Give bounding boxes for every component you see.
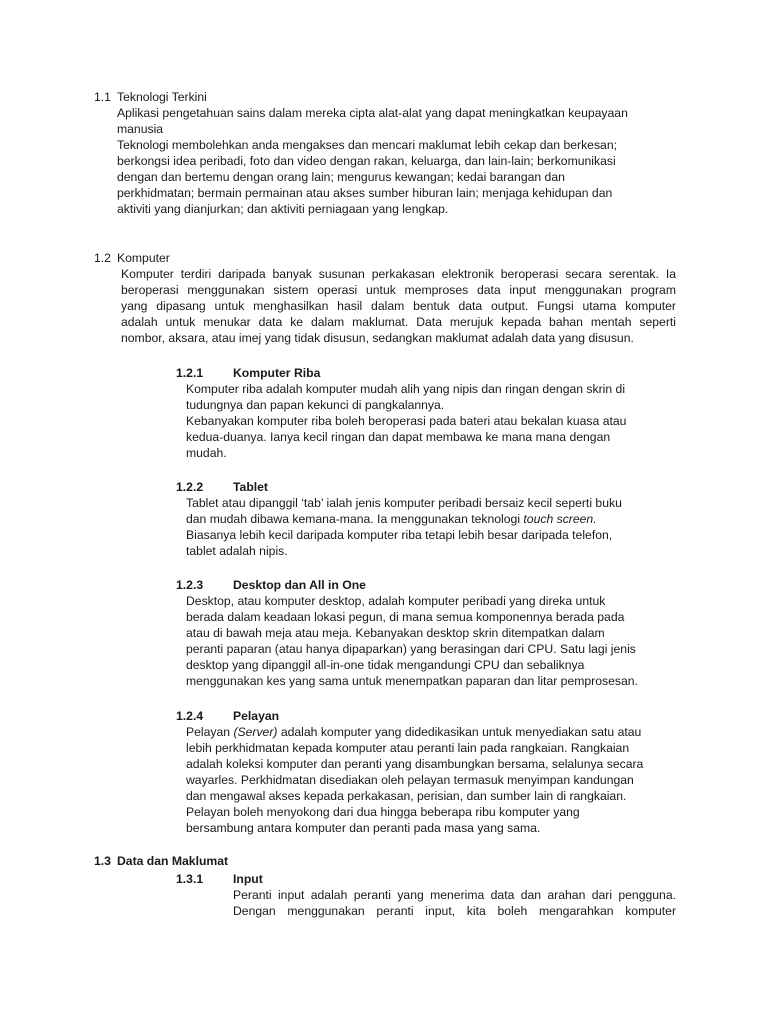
text-run: adalah komputer yang didedikasikan untuk menyediakan satu atau (277, 725, 642, 739)
subsection-number: 1.3.1 (176, 872, 204, 886)
text-run: dan mudah dibawa kemana-mana. Ia menggunakan teknologi (186, 512, 524, 526)
paragraph-line: menggunakan kes yang sama untuk menempatkan paparan dan litar pemprosesan. (186, 674, 638, 688)
paragraph-line: desktop yang dipanggil all-in-one tidak mengandungi CPU dan sebaliknya (186, 658, 585, 672)
text-run: Pelayan (186, 725, 234, 739)
subsection-title: Pelayan (233, 709, 280, 723)
paragraph-line: manusia (117, 122, 164, 136)
paragraph-line (186, 511, 597, 527)
subsection-number: 1.2.4 (176, 709, 204, 723)
paragraph-line: nombor, aksara, atau imej yang tidak disusun, sedangkan maklumat adalah data yang disusun. (121, 331, 634, 345)
paragraph-line: atau di bawah meja atau meja. Kebanyakan desktop skrin ditempatkan dalam (186, 626, 605, 640)
subsection-title: Desktop dan All in One (233, 578, 366, 592)
section-title: Teknologi Terkini (117, 90, 207, 104)
italic-term: (Server) (233, 725, 278, 739)
paragraph-line: Peranti input adalah peranti yang menerima data dan arahan dari pengguna. (233, 888, 676, 902)
paragraph-line: Komputer terdiri daripada banyak susunan perkakasan elektronik beroperasi secara serentak. Ia (121, 267, 676, 281)
paragraph-line: Teknologi membolehkan anda mengakses dan mencari maklumat lebih cekap dan berkesan; (117, 138, 617, 152)
paragraph-line: berada dalam keadaan lokasi pegun, di mana semua komponennya berada pada (186, 610, 625, 624)
subsection-number: 1.2.2 (176, 480, 204, 494)
subsection-title: Tablet (233, 480, 268, 494)
paragraph-line: dan mengawal akses kepada perkakasan, perisian, dan sumber lain di rangkaian. (186, 789, 627, 803)
subsection-title: Komputer Riba (233, 366, 321, 380)
paragraph-line: bersambung antara komputer dan peranti pada masa yang sama. (186, 821, 541, 835)
paragraph-line: beroperasi menggunakan sistem operasi untuk memproses data input menggunakan program (121, 283, 676, 297)
paragraph-line: adalah untuk menukar data ke dalam maklumat. Data merujuk kepada bahan mentah seperti (121, 315, 676, 329)
paragraph-line: mudah. (186, 446, 227, 460)
section-title: Data dan Maklumat (117, 854, 229, 868)
paragraph-line: Pelayan boleh menyokong dari dua hingga beberapa ribu komputer yang (186, 805, 580, 819)
section-number: 1.1 (94, 90, 111, 104)
paragraph-line (186, 724, 641, 740)
paragraph-line: adalah koleksi komputer dan peranti yang disambungkan bersama, selalunya secara (186, 757, 644, 771)
subsection-title: Input (233, 872, 263, 886)
paragraph-line: kedua-duanya. Ianya kecil ringan dan dapat membawa ke mana mana dengan (186, 430, 611, 444)
paragraph-line: aktiviti yang dianjurkan; dan aktiviti perniagaan yang lengkap. (117, 202, 449, 216)
subsection-number: 1.2.3 (176, 578, 204, 592)
paragraph-line: Komputer riba adalah komputer mudah alih yang nipis dan ringan dengan skrin di (186, 382, 626, 396)
paragraph-line: Dengan menggunakan peranti input, kita boleh mengarahkan komputer (233, 904, 676, 918)
paragraph-line: Tablet atau dipanggil ‘tab’ ialah jenis komputer peribadi bersaiz kecil seperti buku (186, 496, 622, 510)
paragraph-line: peranti paparan (atau hanya dipaparkan) yang berasingan dari CPU. Satu lagi jenis (186, 642, 636, 656)
section-title: Komputer (117, 251, 170, 265)
paragraph-line: tudungnya dan papan kekunci di pangkalannya. (186, 398, 445, 412)
italic-term: touch screen. (523, 512, 597, 526)
paragraph-line: wayarles. Perkhidmatan disediakan oleh pelayan termasuk menyimpan kandungan (186, 773, 634, 787)
paragraph-line: Biasanya lebih kecil daripada komputer riba tetapi lebih besar daripada telefon, (186, 528, 613, 542)
paragraph-line: Kebanyakan komputer riba boleh beroperasi pada bateri atau bekalan kuasa atau (186, 414, 627, 428)
paragraph-line: lebih perkhidmatan kepada komputer atau peranti lain pada rangkaian. Rangkaian (186, 741, 630, 755)
subsection-number: 1.2.1 (176, 366, 204, 380)
paragraph-line: perkhidmatan; bermain permainan atau akses sumber hiburan lain; menjaga kehidupan dan (117, 186, 613, 200)
paragraph-line: Desktop, atau komputer desktop, adalah komputer peribadi yang direka untuk (186, 594, 606, 608)
paragraph-line: berkongsi idea peribadi, foto dan video dengan rakan, keluarga, dan lain-lain; berkomunikasi (117, 154, 616, 168)
section-number: 1.2 (94, 251, 111, 265)
paragraph-line: tablet adalah nipis. (186, 544, 288, 558)
section-number: 1.3 (94, 854, 111, 868)
paragraph-line: dengan dan bertemu dengan orang lain; mengurus kewangan; kedai barangan dan (117, 170, 565, 184)
paragraph-line: Aplikasi pengetahuan sains dalam mereka cipta alat-alat yang dapat meningkatkan keupayaan (117, 106, 628, 120)
paragraph-line: yang dipasang untuk menghasilkan hasil dalam bentuk data output. Fungsi utama komputer (121, 299, 676, 313)
